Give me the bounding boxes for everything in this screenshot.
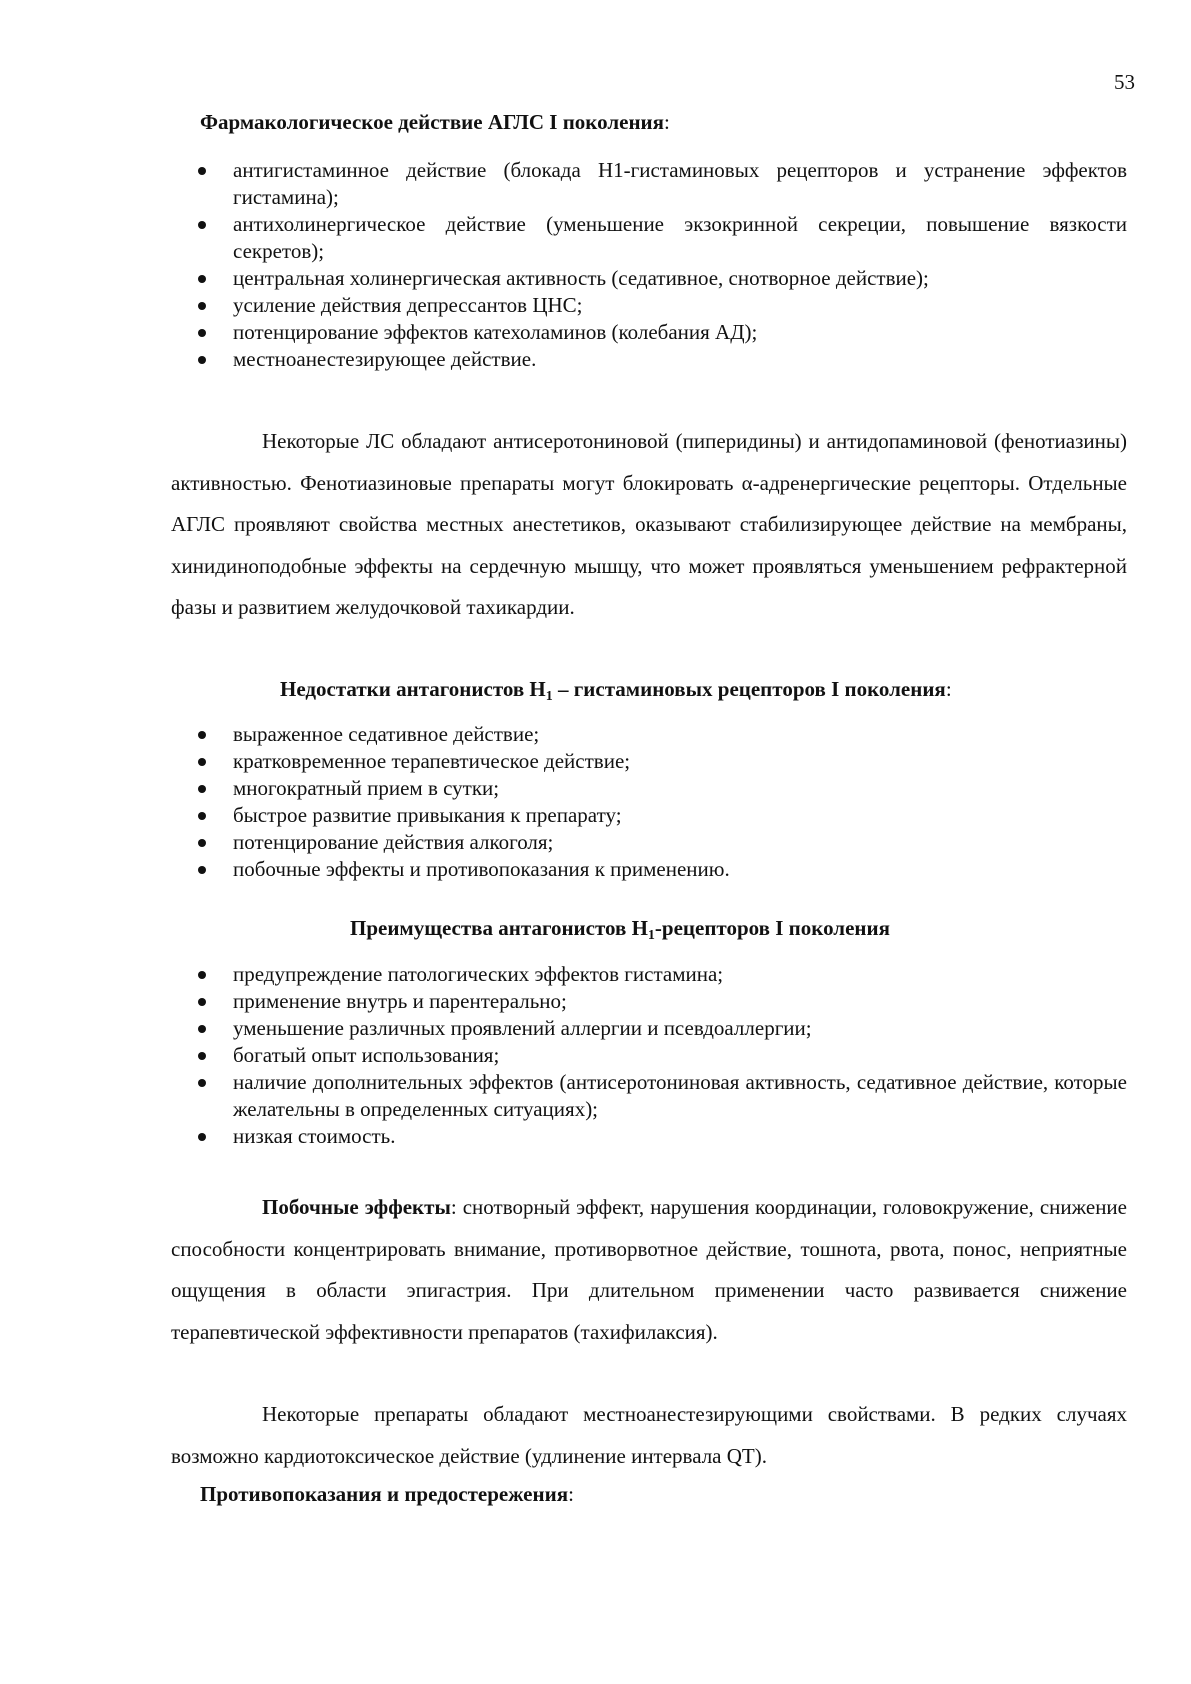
list-item: антигистаминное действие (блокада Н1-гистаминовых рецепторов и устранение эффектов гистамина); bbox=[195, 157, 1127, 211]
list-item: уменьшение различных проявлений аллергии и псевдоаллергии; bbox=[195, 1015, 1127, 1042]
list-item: антихолинергическое действие (уменьшение экзокринной секреции, повышение вязкости секретов); bbox=[195, 211, 1127, 265]
list-item: выраженное седативное действие; bbox=[195, 721, 1127, 748]
side-effects-lead: Побочные эффекты bbox=[262, 1195, 451, 1219]
list-item: усиление действия депрессантов ЦНС; bbox=[195, 292, 1127, 319]
paragraph-local-anesthetic: Некоторые препараты обладают местноанестезирующими свойствами. В редких случаях возможно кардиотоксическое действие (удлинение интервала QT). bbox=[171, 1402, 1127, 1468]
list-item: низкая стоимость. bbox=[195, 1123, 1127, 1150]
heading-subscript: 1 bbox=[647, 928, 655, 943]
list-item: побочные эффекты и противопоказания к применению. bbox=[195, 856, 1127, 883]
heading-text-part1: Преимущества антагонистов Н bbox=[350, 916, 648, 940]
list-item: применение внутрь и парентерально; bbox=[195, 988, 1127, 1015]
list-item: богатый опыт использования; bbox=[195, 1042, 1127, 1069]
heading-colon: : bbox=[664, 110, 670, 134]
heading-subscript: 1 bbox=[545, 689, 553, 704]
list-item: местноанестезирующее действие. bbox=[195, 346, 1127, 373]
list-item: многократный прием в сутки; bbox=[195, 775, 1127, 802]
side-effects-colon: : bbox=[450, 1195, 457, 1219]
heading-text: Фармакологическое действие АГЛС I поколения bbox=[200, 110, 664, 134]
heading-advantages bbox=[350, 916, 890, 943]
list-item: предупреждение патологических эффектов гистамина; bbox=[195, 961, 1127, 988]
list-item: кратковременное терапевтическое действие; bbox=[195, 748, 1127, 775]
heading-text: Противопоказания и предостережения bbox=[200, 1482, 569, 1506]
list-item: потенцирование эффектов катехоламинов (колебания АД); bbox=[195, 319, 1127, 346]
heading-text-part1: Недостатки антагонистов Н bbox=[280, 677, 546, 701]
list-item: центральная холинергическая активность (седативное, снотворное действие); bbox=[195, 265, 1127, 292]
list-item: потенцирование действия алкоголя; bbox=[195, 829, 1127, 856]
heading-pharmacological-action bbox=[200, 112, 670, 133]
heading-text-part2: – гистаминовых рецепторов I поколения bbox=[552, 677, 946, 701]
heading-colon: : bbox=[945, 677, 952, 701]
paragraph-antiserotonin: Некоторые ЛС обладают антисеротониновой (пиперидины) и антидопаминовой (фенотиазины) активностью. Фенотиазиновые препараты могут блокировать α-адренергические рецепторы. Отдельные АГЛС проявляют свойства местных анестетиков, оказывают стабилизирующее действие на мембраны, хинидиноподобные эффекты на сердечную мышцу, что может проявляться уменьшением рефрактерной фазы и развитием желудочковой тахикардии. bbox=[171, 429, 1127, 619]
pharmacological-action-list bbox=[195, 157, 1127, 373]
heading-contraindications bbox=[200, 1484, 574, 1505]
page-number: 53 bbox=[1114, 70, 1135, 94]
list-item: наличие дополнительных эффектов (антисеротониновая активность, седативное действие, которые желательны в определенных ситуациях); bbox=[195, 1069, 1127, 1123]
heading-disadvantages bbox=[280, 677, 952, 704]
heading-text-part2: -рецепторов I поколения bbox=[654, 916, 890, 940]
disadvantages-list bbox=[195, 721, 1127, 883]
paragraph-side-effects bbox=[171, 1187, 1127, 1353]
advantages-list bbox=[195, 961, 1127, 1150]
side-effects-text: снотворный эффект, нарушения координации, головокружение, снижение способности концентрировать внимание, противорвотное действие, тошнота, рвота, понос, неприятные ощущения в области эпигастрия. При длительном применении часто развивается снижение терапевтической эффективности препаратов (тахифилаксия). bbox=[171, 1195, 1127, 1344]
heading-colon: : bbox=[568, 1482, 574, 1506]
list-item: быстрое развитие привыкания к препарату; bbox=[195, 802, 1127, 829]
